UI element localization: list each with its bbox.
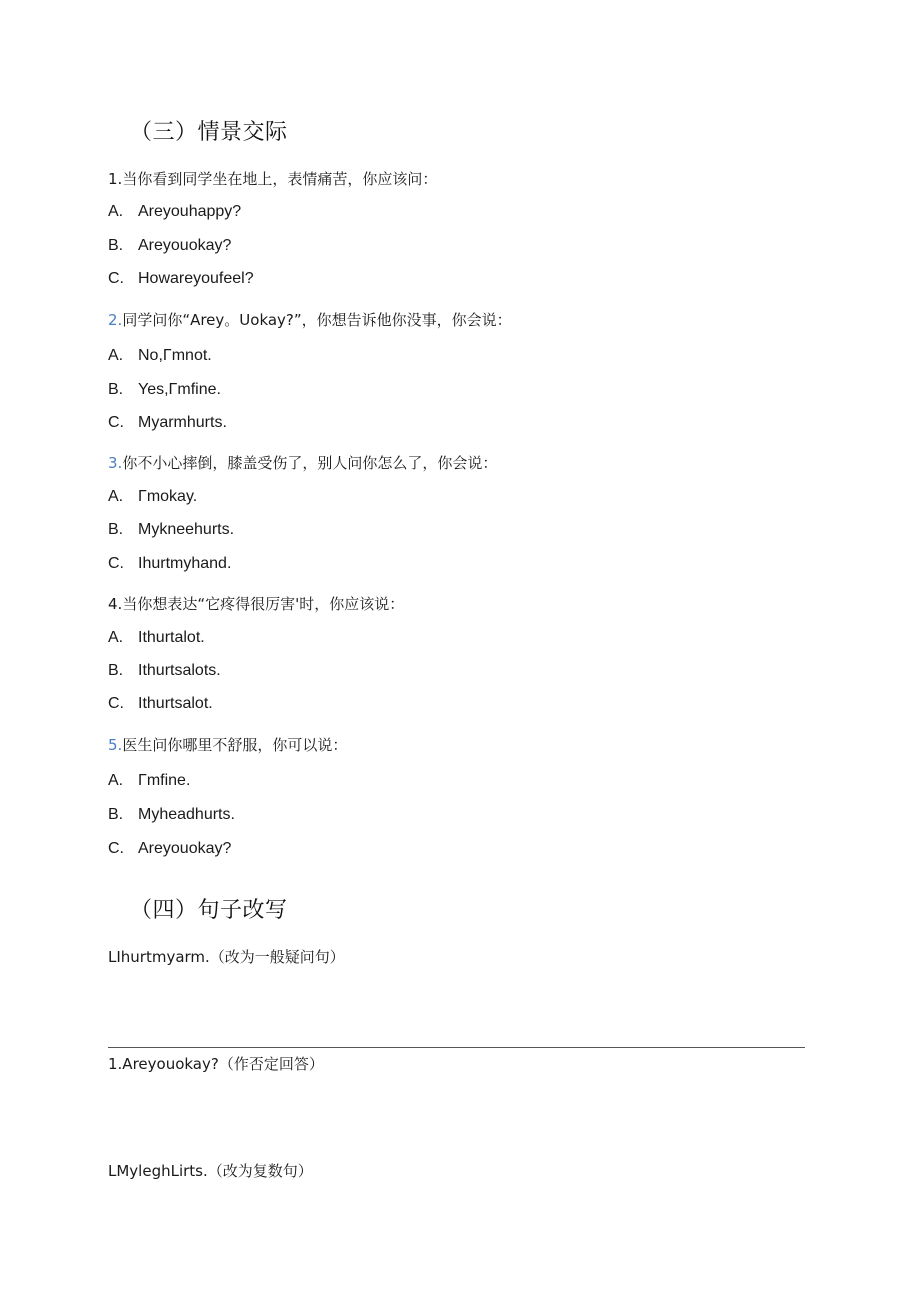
question-number: 5. [108,736,123,754]
option-letter: C. [108,270,124,287]
option-text: Ithurtsalots. [138,662,221,679]
option-letter: B. [108,662,124,679]
option-4a [108,629,205,647]
question-text: 你不小心摔倒，膝盖受伤了，别人问你怎么了，你会说： [122,454,498,472]
question-3 [108,452,497,473]
option-letter: C. [108,414,124,431]
option-text: Areyouhappy? [138,203,242,220]
section-title-4: （四）句子改写 [130,898,288,923]
option-letter: A. [108,772,124,789]
option-text: Γmokay. [138,488,198,505]
option-letter: A. [108,203,124,220]
option-3c [108,555,231,573]
option-text: Myheadhurts. [138,806,235,823]
option-text: Γmfine. [138,772,191,789]
option-letter: A. [108,629,124,646]
rewrite-item-2: 1.Areyouokay?（作否定回答） [108,1055,324,1073]
option-text: No,Γmnot. [138,347,212,364]
option-1b [108,237,231,255]
option-text: Myarmhurts. [138,414,227,431]
option-text: Yes,Γmfine. [138,381,221,398]
option-1c [108,270,254,288]
option-3a [108,488,197,506]
option-text: Areyouokay? [138,237,232,254]
question-number: 4. [108,595,123,613]
option-2b [108,381,221,399]
option-letter: C. [108,695,124,712]
question-5 [108,734,347,755]
option-text: Ihurtmyhand. [138,555,232,572]
rewrite-item-3: LMyleghLirts.（改为复数句） [108,1162,313,1180]
question-text: 医生问你哪里不舒服，你可以说： [122,736,348,754]
section-title-3: （三）情景交际 [130,120,288,145]
question-number: 2. [108,311,123,329]
option-1a [108,203,241,221]
option-letter: B. [108,521,124,538]
option-letter: B. [108,381,124,398]
option-letter: B. [108,806,124,823]
question-1 [108,168,437,189]
option-letter: C. [108,555,124,572]
option-3b [108,521,234,539]
option-2a [108,347,212,365]
rewrite-item-1: LIhurtmyarm.（改为一般疑问句） [108,948,345,966]
option-5a [108,772,190,790]
option-4b [108,662,221,680]
option-letter: A. [108,347,124,364]
question-text: 当你想表达“它疼得很厉害'时，你应该说： [122,595,405,613]
option-text: Howareyoufeel? [138,270,254,287]
option-text: Ithurtalot. [138,629,205,646]
question-4 [108,593,404,614]
option-4c [108,695,213,713]
option-text: Ithurtsalot. [138,695,213,712]
question-number: 3. [108,454,123,472]
option-5b [108,806,235,824]
answer-line [108,1047,805,1048]
question-text: 当你看到同学坐在地上，表情痛苦，你应该问： [122,170,438,188]
option-letter: A. [108,488,124,505]
question-text: 同学问你“Arey。Uokay?”，你想告诉他你没事，你会说： [122,311,512,329]
option-text: Areyouokay? [138,840,232,857]
option-letter: B. [108,237,124,254]
option-5c [108,840,231,858]
option-letter: C. [108,840,124,857]
option-text: Mykneehurts. [138,521,235,538]
question-2 [108,309,512,330]
option-2c [108,414,227,432]
question-number: 1. [108,170,123,188]
